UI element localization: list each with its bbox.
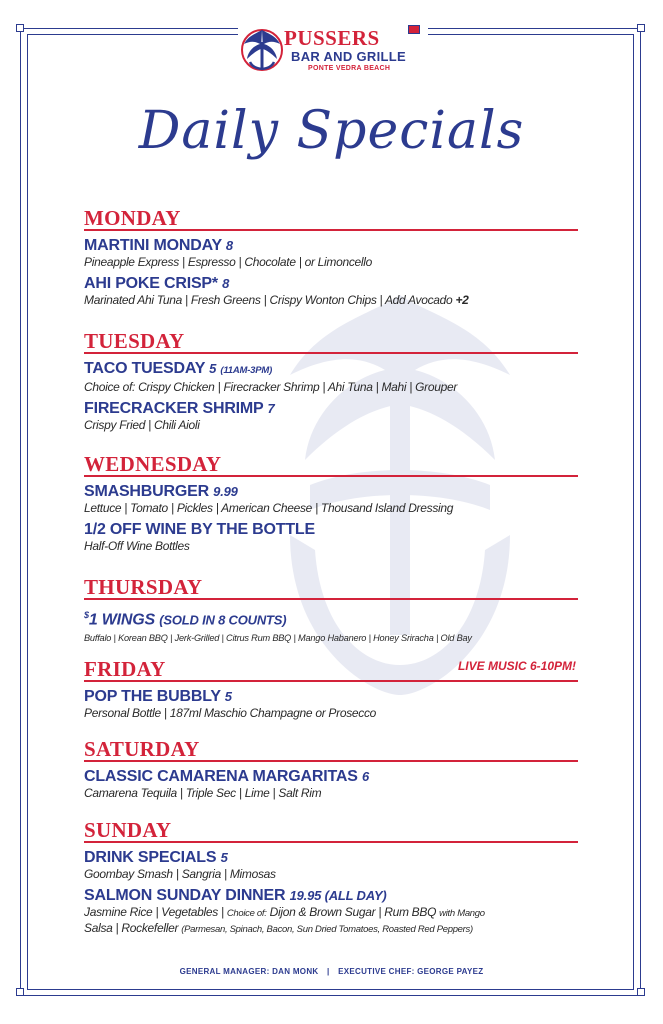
item-description-text: Rockefeller — [121, 921, 179, 935]
item-price: 19.95 (ALL DAY) — [289, 888, 387, 903]
day-heading-text: FRIDAY — [84, 657, 166, 681]
item-addon-price: +2 — [455, 293, 469, 307]
item-description-note: with Mango — [439, 908, 485, 919]
day-heading: TUESDAY — [84, 330, 578, 354]
item-description — [84, 293, 578, 308]
item-price: 5 — [209, 361, 217, 376]
corner-ornament-top-left — [16, 24, 24, 32]
day-heading: WEDNESDAY — [84, 453, 578, 477]
item-title — [84, 521, 578, 539]
brand-subtitle: BAR AND GRILLE — [291, 49, 406, 64]
item-price: 8 — [222, 276, 230, 291]
item-price: (SOLD IN 8 COUNTS) — [159, 612, 287, 628]
day-heading: SUNDAY — [84, 819, 578, 843]
item-description: Buffalo | Korean BBQ | Jerk-Grilled | Citrus Rum BBQ | Mango Habanero | Honey Sriracha | Old Bay — [84, 633, 472, 644]
day-section-sunday — [84, 819, 578, 937]
corner-ornament-bottom-left — [16, 988, 24, 996]
item-description: Pineapple Express | Espresso | Chocolate | or Limoncello — [84, 255, 373, 269]
item-title — [84, 606, 578, 629]
corner-ornament-top-right — [637, 24, 645, 32]
pussers-logo — [238, 22, 428, 82]
item-description-text: Dijon & Brown Sugar | Rum BBQ — [269, 905, 437, 919]
day-section-monday — [84, 207, 578, 308]
item-description: Camarena Tequila | Triple Sec | Lime | Salt Rim — [84, 786, 322, 800]
day-heading: THURSDAY — [84, 576, 578, 600]
item-name: DRINK SPECIALS — [84, 849, 217, 866]
item-description: Lettuce | Tomato | Pickles | American Cheese | Thousand Island Dressing — [84, 501, 454, 515]
item-title — [84, 483, 578, 501]
union-flag-icon — [408, 25, 420, 34]
day-section-saturday — [84, 738, 578, 801]
page-title: Daily Specials — [138, 101, 525, 161]
executive-chef: EXECUTIVE CHEF: GEORGE PAYEZ — [338, 967, 484, 976]
day-section-wednesday — [84, 453, 578, 554]
corner-ornament-bottom-right — [637, 988, 645, 996]
item-description — [84, 905, 578, 921]
item-name: CLASSIC CAMARENA MARGARITAS — [84, 768, 358, 785]
day-section-tuesday — [84, 330, 578, 433]
item-description-text: Jasmine Rice | Vegetables | — [84, 905, 224, 919]
item-name: SALMON SUNDAY DINNER — [84, 887, 286, 904]
item-name: SMASHBURGER — [84, 483, 209, 500]
item-title — [84, 849, 578, 867]
item-title — [84, 275, 578, 293]
item-title — [84, 400, 578, 418]
item-description-choice: Choice of: — [226, 908, 267, 919]
item-name: TACO TUESDAY — [84, 360, 205, 377]
item-price: 5 — [220, 850, 228, 865]
item-name: MARTINI MONDAY — [84, 237, 222, 254]
item-description-text: Salsa | — [84, 921, 119, 935]
item-dollar-sign: $ — [84, 610, 89, 620]
item-price: 6 — [361, 769, 369, 784]
item-title — [84, 688, 578, 706]
day-heading — [84, 658, 578, 682]
item-price: 8 — [225, 238, 233, 253]
footer-credits — [0, 967, 663, 976]
live-music-note: LIVE MUSIC 6-10PM! — [457, 659, 576, 673]
item-description-text: Marinated Ahi Tuna | Fresh Greens | Crispy Wonton Chips | Add Avocado — [84, 293, 453, 307]
palm-anchor-icon — [240, 24, 284, 76]
day-section-friday — [84, 658, 578, 721]
item-description: Crispy Fried | Chili Aioli — [84, 418, 200, 432]
item-name: 1 WINGS — [88, 611, 155, 629]
footer-separator: | — [327, 967, 330, 976]
item-name: AHI POKE CRISP* — [84, 275, 218, 292]
item-title — [84, 768, 578, 786]
item-description: Half-Off Wine Bottles — [84, 539, 190, 553]
item-description-note: (Parmesan, Spinach, Bacon, Sun Dried Tomatoes, Roasted Red Peppers) — [181, 924, 473, 935]
general-manager: GENERAL MANAGER: DAN MONK — [179, 967, 319, 976]
brand-location: PONTE VEDRA BEACH — [308, 65, 391, 72]
item-description: Goombay Smash | Sangria | Mimosas — [84, 867, 276, 881]
item-description: Personal Bottle | 187ml Maschio Champagne or Prosecco — [84, 706, 377, 720]
day-section-thursday — [84, 576, 578, 646]
item-name: 1/2 OFF WINE BY THE BOTTLE — [84, 521, 315, 538]
item-price: 5 — [224, 689, 232, 704]
item-name: FIRECRACKER SHRIMP — [84, 400, 264, 417]
item-name: POP THE BUBBLY — [84, 688, 221, 705]
item-title — [84, 887, 578, 905]
brand-name: PUSSERS — [284, 26, 380, 50]
item-price-note: (11AM-3PM) — [220, 365, 273, 376]
item-description: Choice of: Crispy Chicken | Firecracker Shrimp | Ahi Tuna | Mahi | Grouper — [84, 380, 458, 394]
item-title — [84, 237, 578, 255]
item-description — [84, 921, 578, 937]
item-title — [84, 360, 578, 380]
day-heading: MONDAY — [84, 207, 578, 231]
item-price: 7 — [267, 401, 275, 416]
day-heading: SATURDAY — [84, 738, 578, 762]
item-price: 9.99 — [213, 484, 238, 499]
